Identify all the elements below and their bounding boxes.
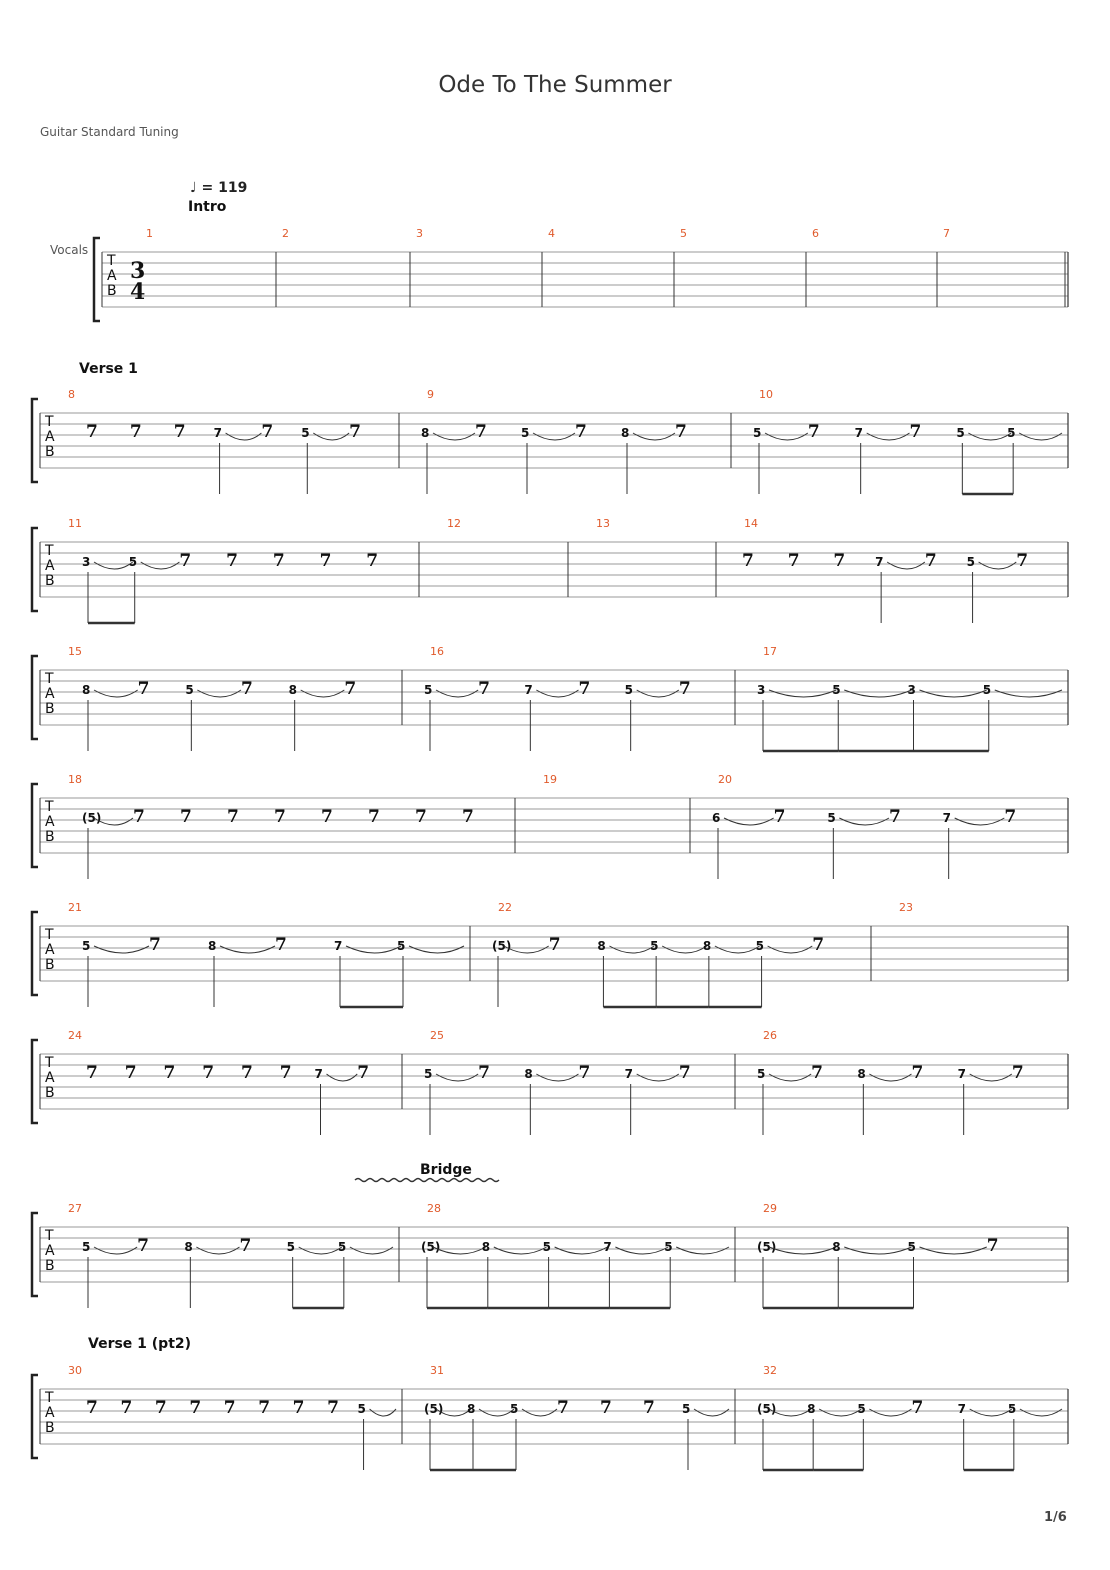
tab-clef-letter: T: [45, 671, 54, 687]
tie-arc: [313, 433, 349, 440]
fret-number: 5: [424, 1067, 433, 1081]
eighth-rest-icon: 7: [833, 551, 846, 571]
eighth-rest-icon: 7: [462, 807, 474, 827]
tie-arc: [436, 1074, 478, 1081]
tie-arc: [970, 1074, 1012, 1081]
system-bracket: [32, 399, 38, 482]
eighth-rest-icon: 7: [557, 1398, 569, 1418]
fret-number: 5: [357, 1402, 366, 1416]
fret-number: 8: [82, 683, 91, 697]
tie-arc: [979, 562, 1017, 569]
measure-number: 31: [430, 1364, 444, 1377]
eighth-rest-icon: 7: [163, 1063, 176, 1083]
eighth-rest-icon: 7: [272, 551, 285, 571]
tie-arc: [536, 690, 578, 697]
tie-arc: [479, 1409, 514, 1416]
measure-number: 3: [416, 227, 423, 240]
eighth-rest-icon: 7: [911, 1063, 924, 1083]
fret-number: 5: [966, 555, 975, 569]
fret-number: 8: [184, 1240, 193, 1254]
measure-number: 27: [68, 1202, 82, 1215]
tie-arc: [637, 690, 679, 697]
tie-arc: [769, 1074, 811, 1081]
vibrato-icon: [355, 1179, 499, 1182]
fret-number: 3: [82, 555, 91, 569]
tie-arc: [533, 433, 575, 440]
eighth-rest-icon: 7: [812, 935, 825, 955]
eighth-rest-icon: 7: [1004, 807, 1017, 827]
measure-number: 19: [543, 773, 557, 786]
eighth-rest-icon: 7: [675, 422, 687, 442]
tie-arc: [94, 1247, 137, 1254]
tie-arc: [94, 946, 149, 953]
tie-arc: [765, 433, 808, 440]
tab-clef-letter: B: [45, 573, 55, 589]
eighth-rest-icon: 7: [1011, 1063, 1024, 1083]
eighth-rest-icon: 7: [1016, 551, 1029, 571]
eighth-rest-icon: 7: [241, 1063, 253, 1083]
eighth-rest-icon: 7: [643, 1398, 655, 1418]
fret-number: 5: [286, 1240, 296, 1254]
eighth-rest-icon: 7: [807, 422, 820, 442]
tie-arc: [662, 946, 707, 953]
tie-arc: [768, 946, 813, 953]
tie-arc: [633, 433, 675, 440]
fret-number: 5: [956, 426, 965, 440]
tie-arc: [869, 1409, 911, 1416]
fret-number: 5: [907, 1240, 916, 1254]
fret-number: 8: [597, 939, 606, 953]
fret-number: 7: [314, 1067, 323, 1081]
tab-clef-letter: T: [45, 543, 54, 559]
tab-clef-letter: T: [45, 414, 54, 430]
eighth-rest-icon: 7: [911, 1398, 924, 1418]
measure-number: 15: [68, 645, 82, 658]
system-bracket: [32, 528, 38, 611]
fret-number: 5: [337, 1240, 347, 1254]
eighth-rest-icon: 7: [226, 551, 238, 571]
tab-clef-letter: A: [45, 558, 55, 574]
tab-clef-letter: B: [45, 444, 55, 460]
system-bracket: [32, 1213, 38, 1296]
tie-arc: [615, 1247, 668, 1254]
tie-arc: [844, 690, 911, 697]
tie-arc: [995, 690, 1062, 697]
system-bracket: [32, 784, 38, 867]
tie-arc: [955, 818, 1005, 825]
eighth-rest-icon: 7: [124, 1063, 137, 1083]
tab-clef-letter: A: [45, 814, 55, 830]
eighth-rest-icon: 7: [239, 1236, 252, 1256]
measure-number: 26: [763, 1029, 777, 1042]
fret-number: (5): [757, 1402, 777, 1416]
tie-arc: [197, 690, 241, 697]
tab-clef-letter: T: [45, 1055, 54, 1071]
fret-number: 5: [542, 1240, 551, 1254]
instrument-name: Vocals: [50, 243, 89, 257]
fret-number: 5: [832, 683, 841, 697]
eighth-rest-icon: 7: [133, 807, 145, 827]
tab-clef-letter: A: [45, 1405, 55, 1421]
tie-arc: [436, 690, 478, 697]
tie-arc: [1019, 433, 1062, 440]
tab-clef-letter: T: [45, 1228, 54, 1244]
fret-number: 5: [510, 1402, 519, 1416]
measure-number: 9: [427, 388, 434, 401]
fret-number: 7: [603, 1240, 612, 1254]
eighth-rest-icon: 7: [258, 1398, 271, 1418]
eighth-rest-icon: 7: [189, 1398, 202, 1418]
fret-number: 7: [334, 939, 343, 953]
tie-arc: [769, 1247, 836, 1254]
eighth-rest-icon: 7: [149, 935, 161, 955]
tab-clef-letter: A: [45, 686, 55, 702]
tie-arc: [226, 433, 262, 440]
tie-arc: [494, 1247, 547, 1254]
fret-number: (5): [757, 1240, 777, 1254]
eighth-rest-icon: 7: [909, 422, 922, 442]
fret-number: 5: [650, 939, 659, 953]
tab-clef-letter: A: [45, 1243, 55, 1259]
eighth-rest-icon: 7: [986, 1236, 999, 1256]
fret-number: 5: [982, 683, 992, 697]
system-bracket: [32, 1375, 38, 1458]
eighth-rest-icon: 7: [366, 551, 379, 571]
tie-arc: [920, 1247, 987, 1254]
tie-arc: [327, 1074, 358, 1081]
fret-number: 7: [524, 683, 533, 697]
eighth-rest-icon: 7: [274, 807, 286, 827]
tab-clef-letter: A: [45, 1070, 55, 1086]
fret-number: 7: [854, 426, 864, 440]
tie-arc: [715, 946, 760, 953]
measure-number: 21: [68, 901, 82, 914]
measure-number: 30: [68, 1364, 82, 1377]
tie-arc: [844, 1247, 911, 1254]
time-signature-top: 3: [130, 258, 146, 284]
time-signature-bottom: 4: [130, 279, 146, 305]
eighth-rest-icon: 7: [578, 1063, 591, 1083]
fret-number: 5: [1007, 1402, 1017, 1416]
section-label: Verse 1: [79, 361, 138, 377]
score-title: Ode To The Summer: [438, 72, 672, 98]
eighth-rest-icon: 7: [120, 1398, 133, 1418]
fret-number: 3: [757, 683, 766, 697]
measure-number: 5: [680, 227, 687, 240]
tab-clef-letter: T: [45, 799, 54, 815]
measure-number: 22: [498, 901, 512, 914]
fret-number: 8: [421, 426, 430, 440]
measure-number: 12: [447, 517, 461, 530]
fret-number: 8: [807, 1402, 816, 1416]
measure-number: 14: [744, 517, 758, 530]
system-bracket: [32, 656, 38, 739]
fret-number: 8: [857, 1067, 866, 1081]
tie-arc: [220, 946, 275, 953]
eighth-rest-icon: 7: [889, 807, 901, 827]
tie-arc: [968, 433, 1011, 440]
eighth-rest-icon: 7: [292, 1398, 305, 1418]
tab-clef-letter: T: [107, 253, 116, 269]
eighth-rest-icon: 7: [787, 551, 800, 571]
tie-arc: [609, 946, 654, 953]
fret-number: 7: [875, 555, 884, 569]
tie-arc: [1020, 1409, 1062, 1416]
tie-arc: [350, 1247, 393, 1254]
tuning-label: Guitar Standard Tuning: [40, 125, 179, 139]
tie-arc: [769, 690, 836, 697]
eighth-rest-icon: 7: [86, 1063, 98, 1083]
measure-number: 11: [68, 517, 82, 530]
eighth-rest-icon: 7: [575, 422, 587, 442]
fret-number: 8: [208, 939, 217, 953]
eighth-rest-icon: 7: [137, 1236, 150, 1256]
fret-number: 7: [957, 1067, 967, 1081]
fret-number: 5: [301, 426, 310, 440]
measure-number: 32: [763, 1364, 777, 1377]
tie-arc: [346, 946, 401, 953]
tie-arc: [819, 1409, 861, 1416]
tab-clef-letter: B: [45, 829, 55, 845]
eighth-rest-icon: 7: [548, 935, 561, 955]
tie-arc: [867, 433, 910, 440]
fret-number: 5: [682, 1402, 691, 1416]
measure-number: 23: [899, 901, 913, 914]
eighth-rest-icon: 7: [773, 807, 786, 827]
tie-arc: [869, 1074, 911, 1081]
fret-number: 8: [524, 1067, 533, 1081]
tie-arc: [433, 433, 475, 440]
fret-number: 5: [521, 426, 530, 440]
tab-clef-letter: B: [45, 1258, 55, 1274]
eighth-rest-icon: 7: [742, 551, 754, 571]
tie-arc: [694, 1409, 729, 1416]
measure-number: 29: [763, 1202, 777, 1215]
tie-arc: [724, 818, 774, 825]
tie-arc: [196, 1247, 239, 1254]
fret-number: 5: [82, 1240, 91, 1254]
tab-clef-letter: B: [107, 283, 117, 299]
fret-number: 8: [481, 1240, 491, 1254]
fret-number: 6: [712, 811, 721, 825]
measure-number: 13: [596, 517, 610, 530]
tie-arc: [839, 818, 889, 825]
fret-number: 7: [624, 1067, 634, 1081]
eighth-rest-icon: 7: [368, 807, 380, 827]
measure-number: 8: [68, 388, 75, 401]
fret-number: 5: [424, 683, 433, 697]
fret-number: 5: [1007, 426, 1016, 440]
section-label: Verse 1 (pt2): [88, 1336, 192, 1352]
fret-number: 5: [755, 939, 764, 953]
eighth-rest-icon: 7: [180, 807, 192, 827]
fret-number: 5: [664, 1240, 673, 1254]
measure-number: 20: [718, 773, 732, 786]
fret-number: 5: [82, 939, 91, 953]
fret-number: 3: [907, 683, 916, 697]
tie-arc: [887, 562, 925, 569]
fret-number: 8: [702, 939, 712, 953]
eighth-rest-icon: 7: [924, 551, 937, 571]
eighth-rest-icon: 7: [179, 551, 192, 571]
eighth-rest-icon: 7: [344, 679, 357, 699]
tie-arc: [555, 1247, 608, 1254]
page-number: 1/6: [1044, 1510, 1067, 1525]
eighth-rest-icon: 7: [86, 1398, 98, 1418]
tie-arc: [970, 1409, 1012, 1416]
tie-arc: [141, 562, 180, 569]
fret-number: 8: [288, 683, 298, 697]
tab-clef-letter: B: [45, 701, 55, 717]
tie-arc: [409, 946, 464, 953]
eighth-rest-icon: 7: [223, 1398, 236, 1418]
eighth-rest-icon: 7: [319, 551, 332, 571]
eighth-rest-icon: 7: [279, 1063, 292, 1083]
tie-arc: [920, 690, 987, 697]
system-bracket: [94, 238, 100, 321]
eighth-rest-icon: 7: [227, 807, 239, 827]
fret-number: (5): [424, 1402, 444, 1416]
tab-clef-letter: A: [107, 268, 117, 284]
section-label: Bridge: [420, 1162, 472, 1178]
eighth-rest-icon: 7: [129, 422, 142, 442]
fret-number: 5: [624, 683, 634, 697]
tie-arc: [433, 1247, 486, 1254]
section-label: Intro: [188, 199, 227, 215]
quarter-note-icon: ♩: [190, 180, 197, 196]
eighth-rest-icon: 7: [678, 679, 691, 699]
tie-arc: [522, 1409, 557, 1416]
eighth-rest-icon: 7: [137, 679, 150, 699]
tab-clef-letter: B: [45, 957, 55, 973]
eighth-rest-icon: 7: [261, 422, 274, 442]
eighth-rest-icon: 7: [327, 1398, 339, 1418]
measure-number: 17: [763, 645, 777, 658]
measure-number: 7: [943, 227, 950, 240]
measure-number: 16: [430, 645, 444, 658]
tie-arc: [676, 1247, 729, 1254]
tie-arc: [637, 1074, 679, 1081]
measure-number: 2: [282, 227, 289, 240]
eighth-rest-icon: 7: [173, 422, 186, 442]
fret-number: 5: [827, 811, 836, 825]
eighth-rest-icon: 7: [154, 1398, 167, 1418]
measure-number: 1: [146, 227, 153, 240]
fret-number: 5: [128, 555, 138, 569]
fret-number: 7: [213, 426, 222, 440]
eighth-rest-icon: 7: [357, 1063, 370, 1083]
eighth-rest-icon: 7: [202, 1063, 215, 1083]
measure-number: 28: [427, 1202, 441, 1215]
fret-number: 8: [467, 1402, 476, 1416]
fret-number: (5): [82, 811, 102, 825]
measure-number: 18: [68, 773, 82, 786]
tie-arc: [536, 1074, 578, 1081]
fret-number: 5: [397, 939, 406, 953]
tab-clef-letter: T: [45, 1390, 54, 1406]
measure-number: 4: [548, 227, 555, 240]
eighth-rest-icon: 7: [321, 807, 333, 827]
tempo-value: = 119: [201, 180, 248, 196]
eighth-rest-icon: 7: [600, 1398, 612, 1418]
eighth-rest-icon: 7: [241, 679, 253, 699]
eighth-rest-icon: 7: [578, 679, 591, 699]
measure-number: 25: [430, 1029, 444, 1042]
fret-number: 5: [753, 426, 762, 440]
fret-number: 8: [832, 1240, 841, 1254]
tie-arc: [301, 690, 345, 697]
tab-clef-letter: T: [45, 927, 54, 943]
fret-number: 7: [942, 811, 952, 825]
eighth-rest-icon: 7: [86, 422, 98, 442]
eighth-rest-icon: 7: [415, 807, 427, 827]
measure-number: 10: [759, 388, 773, 401]
tab-clef-letter: A: [45, 942, 55, 958]
eighth-rest-icon: 7: [478, 1063, 491, 1083]
eighth-rest-icon: 7: [349, 422, 361, 442]
eighth-rest-icon: 7: [478, 679, 491, 699]
tab-clef-letter: A: [45, 429, 55, 445]
fret-number: 5: [757, 1067, 766, 1081]
eighth-rest-icon: 7: [275, 935, 287, 955]
tie-arc: [94, 562, 133, 569]
fret-number: (5): [492, 939, 512, 953]
fret-number: (5): [421, 1240, 441, 1254]
tab-clef-letter: B: [45, 1420, 55, 1436]
tie-arc: [94, 690, 138, 697]
eighth-rest-icon: 7: [811, 1063, 824, 1083]
eighth-rest-icon: 7: [678, 1063, 691, 1083]
fret-number: 8: [621, 426, 630, 440]
fret-number: 5: [185, 683, 194, 697]
measure-number: 24: [68, 1029, 82, 1042]
fret-number: 5: [857, 1402, 866, 1416]
system-bracket: [32, 1040, 38, 1123]
tab-clef-letter: B: [45, 1085, 55, 1101]
tie-arc: [370, 1409, 396, 1416]
fret-number: 7: [957, 1402, 967, 1416]
system-bracket: [32, 912, 38, 995]
measure-number: 6: [812, 227, 819, 240]
tie-arc: [299, 1247, 342, 1254]
eighth-rest-icon: 7: [475, 422, 487, 442]
